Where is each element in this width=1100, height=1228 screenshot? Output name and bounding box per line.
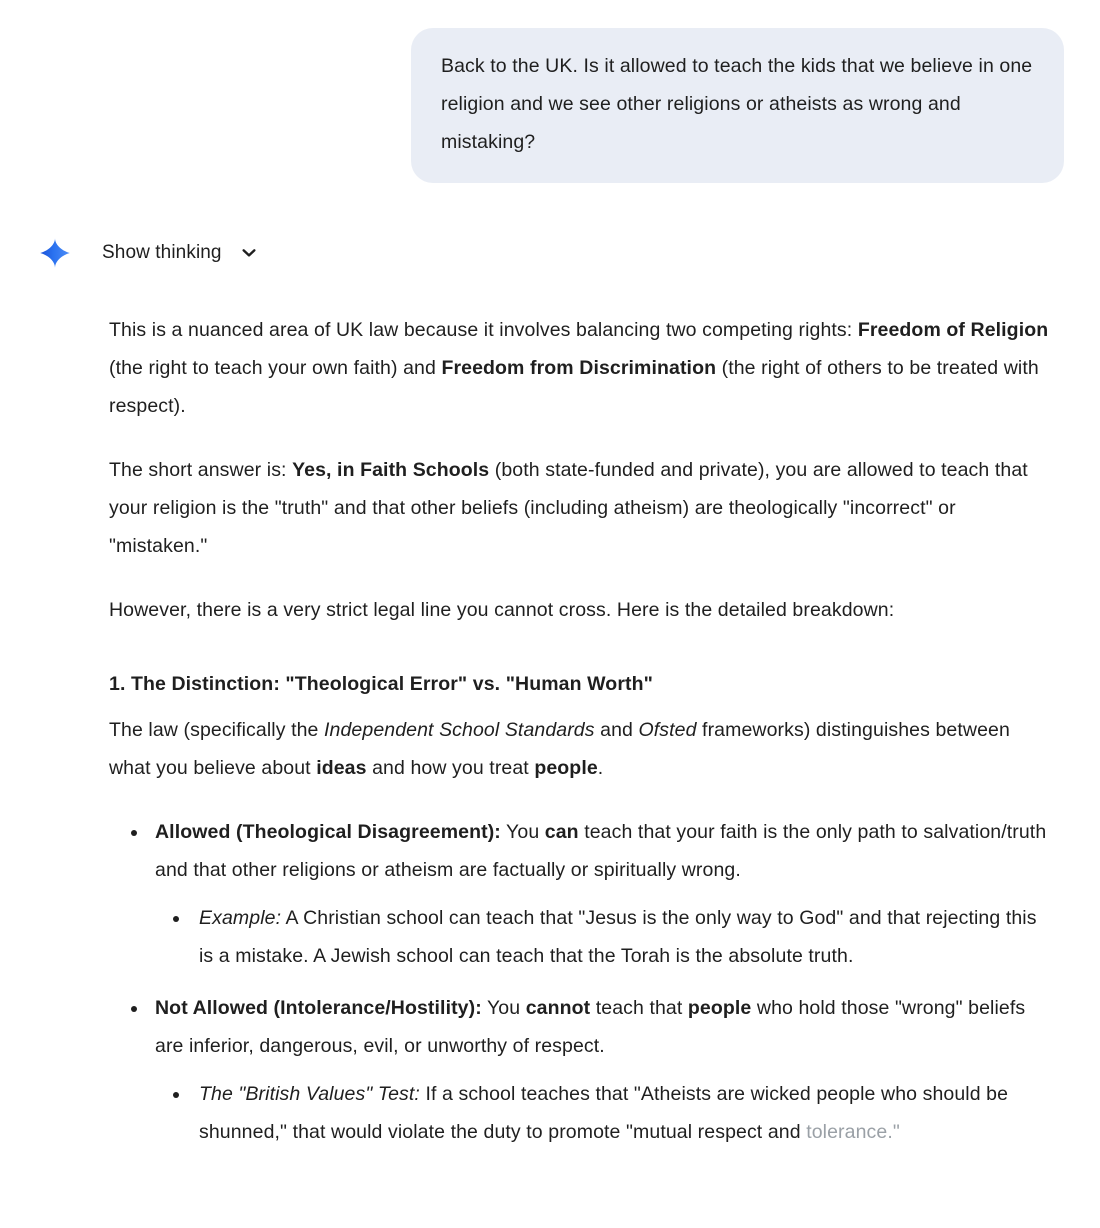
response-paragraph-4 bbox=[109, 711, 1054, 787]
paragraph-4-text-5: . bbox=[597, 757, 604, 779]
sub-bullet-1-text: A Christian school can teach that "Jesus is the only way to God" and that rejecting this is a mistake. A Jewish school can teach that the Torah is the absolute truth. bbox=[199, 907, 1037, 967]
paragraph-4-bold-1: ideas bbox=[316, 757, 367, 779]
paragraph-1-bold-2: Freedom from Discrimination bbox=[441, 357, 717, 379]
paragraph-2-text-2: (both state-funded and private), you are allowed to teach that your religion is the "truth" and that other beliefs (including atheism) are theologically "incorrect" or "mistaken." bbox=[109, 459, 1028, 557]
paragraph-1-text-2: (the right to teach your own faith) and bbox=[109, 357, 442, 379]
gemini-sparkle-icon bbox=[38, 236, 72, 270]
response-sub-bullet-list bbox=[155, 899, 1054, 975]
response-paragraph-1 bbox=[109, 311, 1054, 425]
response-paragraph-2 bbox=[109, 451, 1054, 565]
bullet-1-text-2: teach that your faith is the only path to salvation/truth and that other religions or atheism are factually or spiritually wrong. bbox=[155, 821, 1047, 881]
sub-bullet-2-text: If a school teaches that "Atheists are wicked people who should be shunned," that would violate the duty to promote "mutual respect and bbox=[199, 1083, 1009, 1143]
bullet-1-text-1: You bbox=[500, 821, 545, 843]
paragraph-2-text-1: The short answer is: bbox=[109, 459, 293, 481]
paragraph-4-text-3: frameworks) distinguishes between what you believe about bbox=[109, 719, 1010, 779]
paragraph-4-italic-1: Independent School Standards bbox=[324, 719, 595, 741]
response-body bbox=[109, 311, 1054, 1151]
paragraph-4-text-1: The law (specifically the bbox=[109, 719, 325, 741]
list-item bbox=[155, 1075, 1054, 1151]
bullet-2-bold-1: cannot bbox=[525, 997, 591, 1019]
user-message-row bbox=[0, 0, 1100, 183]
bottom-fade-overlay bbox=[0, 1182, 1100, 1228]
paragraph-1-bold-1: Freedom of Religion bbox=[857, 319, 1049, 341]
response-sub-bullet-list bbox=[155, 1075, 1054, 1151]
model-response-turn bbox=[0, 233, 1100, 1151]
bullet-2-bold-2: people bbox=[687, 997, 752, 1019]
bullet-2-lead: Not Allowed (Intolerance/Hostility): bbox=[155, 997, 482, 1019]
show-thinking-row[interactable] bbox=[36, 233, 1064, 273]
user-message-bubble: Back to the UK. Is it allowed to teach the kids that we believe in one religion and we see other religions or atheists as wrong and mistaking? bbox=[411, 28, 1064, 183]
paragraph-4-text-4: and how you treat bbox=[366, 757, 535, 779]
list-item bbox=[109, 989, 1054, 1151]
list-item bbox=[109, 813, 1054, 975]
response-bullet-list bbox=[109, 813, 1054, 1151]
chevron-down-icon[interactable] bbox=[238, 242, 260, 264]
paragraph-1-text-3: (the right of others to be treated with respect). bbox=[109, 357, 1039, 417]
paragraph-4-text-2: and bbox=[594, 719, 639, 741]
paragraph-4-italic-2: Ofsted bbox=[638, 719, 697, 741]
sub-bullet-2-lead: The "British Values" Test: bbox=[199, 1083, 420, 1105]
sub-bullet-1-lead: Example: bbox=[199, 907, 282, 929]
bullet-2-text-1: You bbox=[481, 997, 526, 1019]
show-thinking-label: Show thinking bbox=[102, 242, 222, 263]
response-paragraph-3: However, there is a very strict legal line you cannot cross. Here is the detailed breakdown: bbox=[109, 599, 895, 621]
bullet-2-text-3: who hold those "wrong" beliefs are inferior, dangerous, evil, or unworthy of respect. bbox=[155, 997, 1026, 1057]
paragraph-1-text-1: This is a nuanced area of UK law because it involves balancing two competing rights: bbox=[109, 319, 858, 341]
bullet-2-text-2: teach that bbox=[590, 997, 688, 1019]
paragraph-2-bold-1: Yes, in Faith Schools bbox=[292, 459, 490, 481]
sub-bullet-2-faded-tail: tolerance." bbox=[806, 1121, 900, 1143]
list-item bbox=[155, 899, 1054, 975]
bullet-1-lead: Allowed (Theological Disagreement): bbox=[155, 821, 501, 843]
response-heading-1: 1. The Distinction: "Theological Error" vs. "Human Worth" bbox=[109, 673, 653, 695]
paragraph-4-bold-2: people bbox=[534, 757, 598, 779]
bullet-1-bold-1: can bbox=[544, 821, 579, 843]
